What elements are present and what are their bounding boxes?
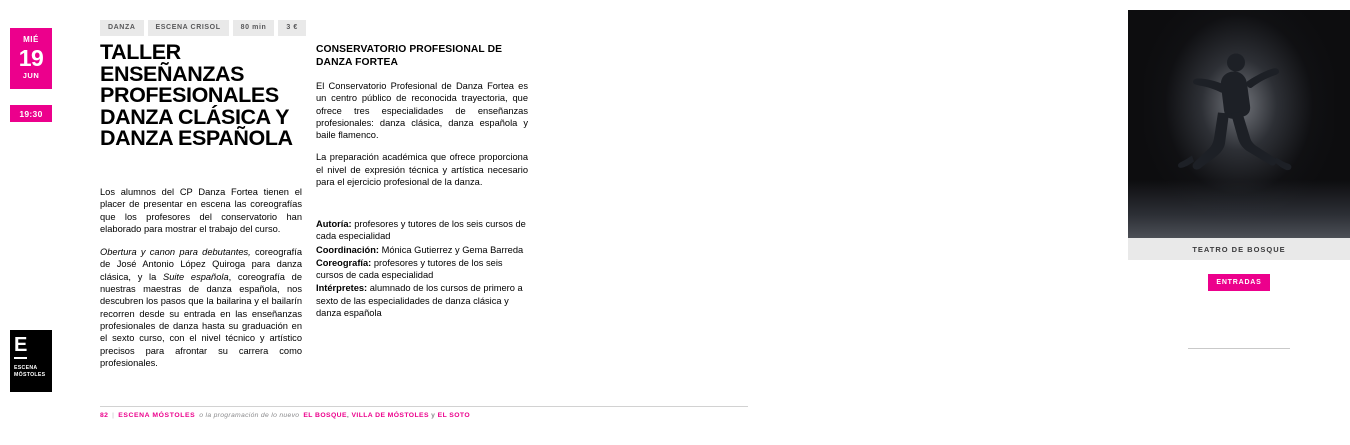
description-column-left — [100, 186, 302, 369]
date-day: 19 — [18, 45, 44, 71]
conservatory-paragraph-2: La preparación académica que ofrece proporciona el nivel de expresión técnica y artística necesario para el ejercicio profesional de la danza. — [316, 152, 528, 188]
date-month: JUN — [22, 71, 40, 80]
description-text-2: , coreografía de nuestras maestras de danza española, nos descubren los pasos que la bailarina y el bailarín recorren desde su entrada en las enseñanzas profesionales de danza hasta su graduación en el sexto curso, con el nivel técnico y artístico precisos para afrontar su carrera como profesionales. — [100, 271, 302, 368]
credit-item — [316, 257, 528, 282]
logo-letter: E — [14, 335, 27, 359]
description-paragraph-2 — [100, 246, 302, 369]
credit-item — [316, 282, 528, 319]
description-column-right — [316, 44, 528, 188]
footer-separator: | — [112, 412, 115, 419]
tickets-button[interactable]: ENTRADAS — [1208, 274, 1270, 291]
credit-value: profesores y tutores de los seis cursos de cada especialidad — [316, 257, 503, 281]
tag-genre: DANZA — [100, 20, 144, 36]
tag-price: 3 € — [278, 20, 306, 36]
footer-tagline: o la programación de lo nuevo — [199, 412, 300, 419]
credit-label: Coordinación: — [316, 244, 380, 255]
footer-venues — [303, 412, 470, 419]
section-heading: CONSERVATORIO PROFESIONAL DE DANZA FORTEA — [316, 44, 503, 68]
logo-text-line1: ESCENA — [14, 365, 38, 371]
page-title: TALLER ENSEÑANZAS PROFESIONALES DANZA CLÁSICA Y DANZA ESPAÑOLA — [100, 40, 293, 150]
description-text-1: coreografía de José Antonio López Quiroga para danza clásica, y la — [100, 247, 302, 282]
credit-value: alumnado de los cursos de primero a sexto de las especialidades de danza clásica y danza española — [316, 283, 523, 319]
footer-venue-sep-2: y — [428, 412, 438, 419]
footer-divider — [100, 406, 748, 407]
escena-mostoles-logo — [10, 330, 52, 392]
work-title-1: Obertura y canon para debutantes, — [100, 247, 251, 258]
credit-item — [316, 244, 528, 256]
page-number: 82 — [100, 412, 109, 419]
event-tag-row — [100, 20, 306, 36]
credits-block — [316, 218, 528, 320]
credit-value: profesores y tutores de los seis cursos de cada especialidad — [316, 219, 526, 242]
credit-label: Autoría: — [316, 219, 352, 229]
footer-venue-2: VILLA DE MÓSTOLES — [351, 412, 429, 419]
right-panel — [560, 0, 1286, 418]
logo-text-line2: MÓSTOLES — [14, 372, 46, 378]
dancer-silhouette-icon — [1164, 32, 1314, 207]
credit-label: Intérpretes: — [316, 283, 368, 294]
tag-cycle: ESCENA CRISOL — [148, 20, 229, 36]
credit-value: Mónica Gutierrez y Gema Barreda — [379, 244, 524, 255]
event-time-badge: 19:30 — [10, 105, 52, 122]
date-dayofweek: MIÉ — [23, 35, 39, 44]
event-photo — [1128, 10, 1350, 238]
work-title-2: Suite española — [163, 271, 229, 282]
footer-venue-sep-1: , — [346, 412, 352, 419]
footer-venue-1: EL BOSQUE — [303, 412, 347, 419]
footer-venue-3: EL SOTO — [437, 412, 471, 419]
credit-label: Coreografía: — [316, 257, 372, 268]
divider-line — [1188, 348, 1290, 349]
photo-caption: TEATRO DE BOSQUE — [1128, 238, 1350, 260]
tag-duration: 80 min — [233, 20, 275, 36]
credit-item — [316, 218, 528, 243]
event-date-badge — [10, 28, 52, 89]
footer-brand: ESCENA MÓSTOLES — [118, 412, 196, 419]
description-paragraph-1: Los alumnos del CP Danza Fortea tienen el placer de presentar en escena las coreografías que los profesores del conservatorio han elaborado para mostrar el trabajo del curso. — [100, 187, 302, 234]
conservatory-paragraph-1: El Conservatorio Profesional de Danza Fortea es un centro público de reconocida trayectoria, que ofrece tres especialidades de enseñanzas profesionales: danza clásica, danza española y baile flamenco. — [316, 81, 528, 141]
footer — [100, 412, 470, 419]
